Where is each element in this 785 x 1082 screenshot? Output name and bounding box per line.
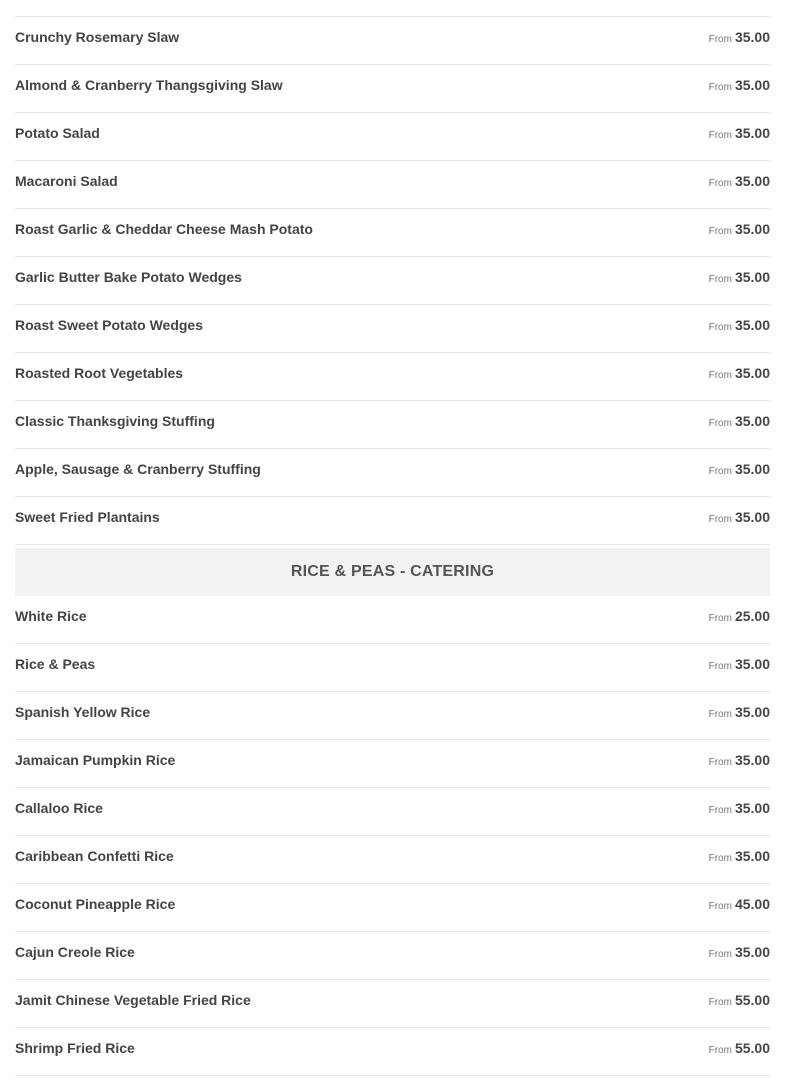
item-price bbox=[709, 509, 770, 528]
price-prefix: From bbox=[708, 34, 732, 45]
item-name[interactable]: Apple, Sausage & Cranberry Stuffing bbox=[15, 461, 261, 477]
item-name[interactable]: Sweet Fried Plantains bbox=[15, 509, 160, 525]
price-amount: 35.00 bbox=[734, 656, 770, 672]
price-prefix: From bbox=[708, 130, 732, 141]
rice-list bbox=[15, 596, 770, 1076]
price-prefix: From bbox=[708, 274, 732, 285]
price-prefix: From bbox=[708, 226, 732, 237]
item-name[interactable]: Coconut Pineapple Rice bbox=[15, 896, 176, 912]
item-name[interactable]: Almond & Cranberry Thangsgiving Slaw bbox=[15, 77, 283, 93]
item-name[interactable]: Shrimp Fried Rice bbox=[15, 1040, 135, 1056]
item-price bbox=[709, 125, 770, 144]
item-name[interactable]: Macaroni Salad bbox=[15, 173, 118, 189]
menu-item[interactable] bbox=[15, 740, 770, 788]
price-amount: 35.00 bbox=[734, 800, 770, 816]
price-amount: 35.00 bbox=[734, 77, 770, 93]
item-name[interactable]: Spanish Yellow Rice bbox=[15, 704, 151, 720]
item-name[interactable]: Roasted Root Vegetables bbox=[15, 365, 184, 381]
menu-item[interactable] bbox=[15, 1028, 770, 1076]
item-price bbox=[709, 77, 770, 96]
menu-item[interactable] bbox=[15, 353, 770, 401]
price-prefix: From bbox=[708, 322, 732, 333]
price-prefix: From bbox=[708, 757, 732, 768]
price-amount: 35.00 bbox=[734, 173, 770, 189]
price-amount: 35.00 bbox=[734, 221, 770, 237]
menu-item[interactable] bbox=[15, 932, 770, 980]
item-price bbox=[709, 656, 770, 675]
price-amount: 35.00 bbox=[734, 704, 770, 720]
item-name[interactable]: Potato Salad bbox=[15, 125, 100, 141]
price-prefix: From bbox=[708, 661, 732, 672]
menu-item[interactable] bbox=[15, 401, 770, 449]
menu-item[interactable] bbox=[15, 17, 770, 65]
item-name[interactable]: Crunchy Rosemary Slaw bbox=[15, 29, 180, 45]
price-amount: 35.00 bbox=[734, 29, 770, 45]
price-prefix: From bbox=[708, 709, 732, 720]
menu-item[interactable] bbox=[15, 980, 770, 1028]
price-prefix: From bbox=[708, 370, 732, 381]
menu-item[interactable] bbox=[15, 596, 770, 644]
item-name[interactable]: Classic Thanksgiving Stuffing bbox=[15, 413, 215, 429]
item-name[interactable]: Jamaican Pumpkin Rice bbox=[15, 752, 176, 768]
section-header: RICE & PEAS - CATERING bbox=[15, 548, 770, 596]
price-amount: 45.00 bbox=[734, 896, 770, 912]
item-name[interactable]: Jamit Chinese Vegetable Fried Rice bbox=[15, 992, 251, 1008]
menu-item[interactable] bbox=[15, 788, 770, 836]
item-name[interactable]: Caribbean Confetti Rice bbox=[15, 848, 174, 864]
sides-list bbox=[15, 17, 770, 545]
menu-item[interactable] bbox=[15, 884, 770, 932]
item-name[interactable]: White Rice bbox=[15, 608, 87, 624]
item-name[interactable]: Cajun Creole Rice bbox=[15, 944, 135, 960]
menu-item[interactable] bbox=[15, 113, 770, 161]
item-price bbox=[709, 608, 770, 627]
item-price bbox=[709, 896, 770, 915]
item-price bbox=[709, 173, 770, 192]
price-amount: 35.00 bbox=[734, 365, 770, 381]
menu-item[interactable] bbox=[15, 449, 770, 497]
menu-item[interactable] bbox=[15, 692, 770, 740]
price-amount: 35.00 bbox=[734, 509, 770, 525]
item-price bbox=[709, 992, 770, 1011]
item-price bbox=[709, 29, 770, 48]
price-prefix: From bbox=[708, 82, 732, 93]
item-price bbox=[709, 317, 770, 336]
price-amount: 35.00 bbox=[734, 317, 770, 333]
item-price bbox=[709, 269, 770, 288]
price-prefix: From bbox=[708, 514, 732, 525]
item-price bbox=[709, 413, 770, 432]
item-name[interactable]: Garlic Butter Bake Potato Wedges bbox=[15, 269, 242, 285]
price-prefix: From bbox=[708, 466, 732, 477]
item-price bbox=[709, 221, 770, 240]
item-name[interactable]: Roast Garlic & Cheddar Cheese Mash Potato bbox=[15, 221, 313, 237]
menu-item[interactable] bbox=[15, 161, 770, 209]
item-price bbox=[709, 461, 770, 480]
menu-item[interactable] bbox=[15, 497, 770, 545]
item-name[interactable]: Rice & Peas bbox=[15, 656, 96, 672]
price-prefix: From bbox=[708, 1045, 732, 1056]
price-prefix: From bbox=[708, 613, 732, 624]
price-amount: 35.00 bbox=[734, 848, 770, 864]
item-price bbox=[709, 752, 770, 771]
item-price bbox=[709, 944, 770, 963]
item-price bbox=[709, 365, 770, 384]
price-prefix: From bbox=[708, 178, 732, 189]
menu-item[interactable] bbox=[15, 644, 770, 692]
menu-list bbox=[15, 16, 770, 1076]
item-price bbox=[709, 704, 770, 723]
item-price bbox=[709, 800, 770, 819]
price-amount: 25.00 bbox=[734, 608, 770, 624]
price-amount: 35.00 bbox=[734, 944, 770, 960]
price-amount: 35.00 bbox=[734, 752, 770, 768]
menu-item[interactable] bbox=[15, 836, 770, 884]
menu-item[interactable] bbox=[15, 209, 770, 257]
price-prefix: From bbox=[708, 805, 732, 816]
price-prefix: From bbox=[708, 853, 732, 864]
item-price bbox=[709, 1040, 770, 1059]
price-amount: 55.00 bbox=[734, 1040, 770, 1056]
price-prefix: From bbox=[708, 901, 732, 912]
price-amount: 35.00 bbox=[734, 269, 770, 285]
menu-item[interactable] bbox=[15, 257, 770, 305]
price-prefix: From bbox=[708, 418, 732, 429]
price-amount: 35.00 bbox=[734, 413, 770, 429]
price-prefix: From bbox=[708, 997, 732, 1008]
item-name[interactable]: Roast Sweet Potato Wedges bbox=[15, 317, 204, 333]
item-name[interactable]: Callaloo Rice bbox=[15, 800, 103, 816]
menu-item[interactable] bbox=[15, 305, 770, 353]
item-price bbox=[709, 848, 770, 867]
price-prefix: From bbox=[708, 949, 732, 960]
price-amount: 55.00 bbox=[734, 992, 770, 1008]
price-amount: 35.00 bbox=[734, 461, 770, 477]
price-amount: 35.00 bbox=[734, 125, 770, 141]
menu-item[interactable] bbox=[15, 65, 770, 113]
